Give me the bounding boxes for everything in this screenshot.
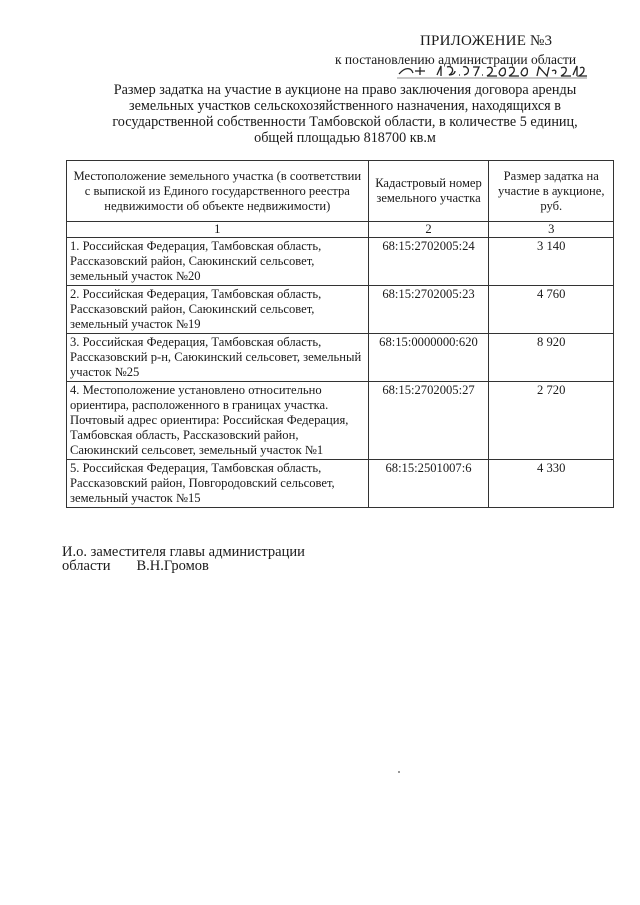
cell-cadastral: 68:15:2702005:24 bbox=[368, 238, 489, 286]
heading-line: общей площадью 818700 кв.м bbox=[254, 130, 436, 146]
cell-location: 1. Российская Федерация, Тамбовская область, Рассказовский район, Саюкинский сельсовет, земельный участок №20 bbox=[67, 238, 369, 286]
table-row bbox=[67, 334, 614, 382]
column-number: 3 bbox=[489, 222, 614, 238]
cell-cadastral: 68:15:2702005:23 bbox=[368, 286, 489, 334]
table-row bbox=[67, 286, 614, 334]
signatory-line bbox=[62, 558, 209, 575]
appendix-title: ПРИЛОЖЕНИЕ №3 bbox=[420, 33, 553, 49]
signatory-region: области bbox=[62, 558, 111, 574]
column-number: 1 bbox=[67, 222, 369, 238]
heading-line: земельных участков сельскохозяйственного назначения, находящихся в bbox=[129, 98, 561, 114]
cell-cadastral: 68:15:2501007:6 bbox=[368, 460, 489, 508]
table-header-row bbox=[67, 161, 614, 222]
cell-deposit: 8 920 bbox=[489, 334, 614, 382]
table-row bbox=[67, 238, 614, 286]
cell-deposit: 4 760 bbox=[489, 286, 614, 334]
document-heading bbox=[80, 82, 610, 146]
cell-cadastral: 68:15:0000000:620 bbox=[368, 334, 489, 382]
scan-speck bbox=[398, 771, 400, 773]
cell-location: 4. Местоположение установлено относительно ориентира, расположенного в границах участка. Почтовый адрес ориентира: Российская Федерация, Тамбовская область, Рассказовский район, Саюкинский сельсовет, земельный участок №1 bbox=[67, 382, 369, 460]
header-location: Местоположение земельного участка (в соответствии с выпиской из Единого государственного реестра недвижимости об объекте недвижимости) bbox=[67, 161, 369, 222]
heading-line: государственной собственности Тамбовской области, в количестве 5 единиц, bbox=[112, 114, 578, 130]
cell-deposit: 2 720 bbox=[489, 382, 614, 460]
handwritten-date-number bbox=[397, 63, 587, 79]
cell-location: 5. Российская Федерация, Тамбовская область, Рассказовский район, Повгородовский сельсовет, земельный участок №15 bbox=[67, 460, 369, 508]
header-cadastral: Кадастровый номер земельного участка bbox=[368, 161, 489, 222]
column-number: 2 bbox=[368, 222, 489, 238]
cell-deposit: 3 140 bbox=[489, 238, 614, 286]
cell-location: 2. Российская Федерация, Тамбовская область, Рассказовский район, Саюкинский сельсовет, земельный участок №19 bbox=[67, 286, 369, 334]
table-row bbox=[67, 382, 614, 460]
header-deposit: Размер задатка на участие в аукционе, руб. bbox=[489, 161, 614, 222]
appendix-reference: к постановлению администрации области bbox=[335, 52, 577, 67]
signatory-name: В.Н.Громов bbox=[136, 558, 209, 574]
column-number-row bbox=[67, 222, 614, 238]
signatory-title: И.о. заместителя главы администрации bbox=[62, 544, 305, 560]
deposit-table bbox=[66, 160, 614, 508]
table-row bbox=[67, 460, 614, 508]
heading-line: Размер задатка на участие в аукционе на право заключения договора аренды bbox=[113, 82, 577, 98]
cell-deposit: 4 330 bbox=[489, 460, 614, 508]
cell-cadastral: 68:15:2702005:27 bbox=[368, 382, 489, 460]
cell-location: 3. Российская Федерация, Тамбовская область, Рассказовский р-н, Саюкинский сельсовет, земельный участок №25 bbox=[67, 334, 369, 382]
